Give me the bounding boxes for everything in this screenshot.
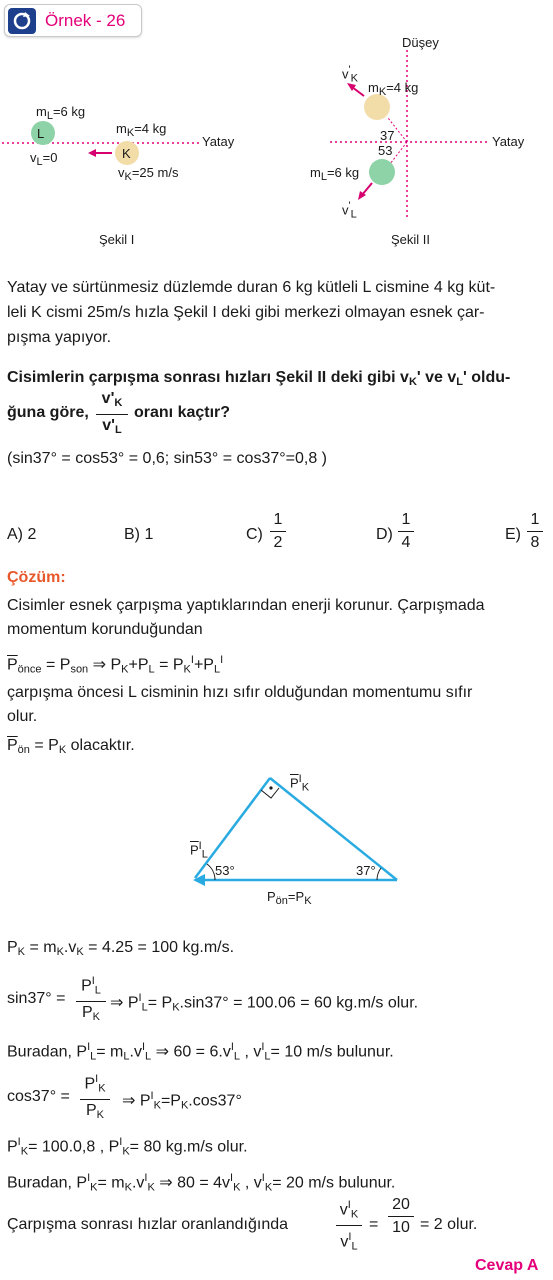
option-e-fraction: 1 8 (527, 511, 543, 552)
momentum-equality: $\overline{P}_{ön} = P_K$ olacaktır. (7, 737, 135, 756)
fig1-mL-label: $m_L=6$ kg (36, 104, 86, 122)
example-label: Örnek - 26 (45, 11, 126, 30)
question-line-2: leli K cismi 25m/s hızla Şekil I deki gibi merkezi olmayan esnek çar- (7, 304, 485, 321)
question-bold-line-1: Cisimlerin çarpışma sonrası hızları Şekil II deki gibi $v_K'$ ve $v_L'$ oldu- (7, 369, 511, 388)
fig2-vK-label: $v'_K$ (342, 64, 358, 85)
equation-4-fraction: $P^I_K$ $P_K$ (80, 1070, 110, 1124)
momentum-equation: $\overline{P}_{önce} = P_{son}$ ⇒ $P_K+P_L = P_K^I+P_L^I$ (7, 654, 224, 676)
fig2-caption: Şekil II (391, 232, 431, 247)
triangle-pk-label: $\overline{P}^I_K$ (290, 773, 310, 794)
question-bold-line-2a: ğuna göre, (7, 404, 89, 421)
refresh-icon (8, 8, 36, 34)
equation-7-result: = 2 olur. (420, 1216, 478, 1233)
option-c-fraction: 1 2 (270, 511, 286, 552)
example-badge (4, 4, 142, 37)
fig2-mK-label: $m_K=4$ kg (368, 80, 419, 98)
fig2-angle-37: 37 (380, 128, 395, 143)
question-bold-line-2b: oranı kaçtır? (134, 404, 231, 421)
equation-7-text: Çarpışma sonrası hızlar oranlandığında (7, 1216, 289, 1233)
option-b[interactable]: B) 1 (124, 526, 154, 543)
solution-title: Çözüm: (7, 569, 66, 586)
fig1-caption: Şekil I (99, 232, 135, 247)
question-line-3: pışma yapıyor. (7, 329, 112, 346)
fig2-angle-53: 53 (378, 143, 393, 158)
triangle-pl-label: $\overline{P}^I_L$ (190, 840, 208, 861)
option-e[interactable]: E) (505, 526, 521, 543)
option-c[interactable]: C) (246, 526, 263, 543)
equation-5: $P^I_K= 100.0,8$ , $P^I_K= 80$ kg.m/s olur. (7, 1136, 248, 1158)
question-ratio-fraction: $v'_K$ $v'_L$ (96, 390, 128, 439)
answer-label: Cevap A (475, 1257, 539, 1274)
solution-line-4: çarpışma öncesi L cisminin hızı sıfır olduğundan momentumu sıfır (7, 684, 473, 701)
question-line-1: Yatay ve sürtünmesiz düzlemde duran 6 kg kütleli L cismine 4 kg küt- (7, 279, 496, 296)
fig1-mK-label: $m_K=4$ kg (116, 121, 167, 139)
triangle-angle-53: 53° (215, 863, 235, 878)
equation-3: Buradan, $P^I_L= m_L.v^I_L$ ⇒ $60 = 6.v^I_L$ , $v^I_L= 10$ m/s bulunur. (7, 1041, 394, 1063)
equation-2-rhs: ⇒ $P^I_L= P_K.\sin 37^\circ = 100.06 = 60$ kg.m/s olur. (110, 992, 419, 1014)
option-d[interactable]: D) (376, 526, 393, 543)
equation-7-fraction-1: $v^I_K$ $v^I_L$ (336, 1196, 362, 1256)
fig2-dusey-label: Düşey (402, 35, 439, 50)
option-d-fraction: 1 4 (398, 511, 414, 552)
fig2-vL-label: $v'_L$ (342, 200, 357, 221)
equation-7-fraction-2: 20 10 (388, 1196, 414, 1237)
equation-1: $P_K = m_K.v_K = 4.25 = 100$ kg.m/s. (7, 939, 235, 958)
solution-line-2: momentum korunduğundan (7, 621, 203, 638)
trig-values: (sin37° = cos53° = 0,6; sin53° = cos37°=0,8 ) (7, 450, 328, 467)
triangle-angle-37: 37° (356, 863, 376, 878)
option-a[interactable]: A) 2 (7, 526, 37, 543)
fig1-K-letter: K (122, 146, 131, 161)
equation-4-lhs: cos37° = (7, 1088, 70, 1105)
triangle-base-label: $P_{ön}=P_K$ (267, 889, 312, 907)
fig2-yatay-label: Yatay (492, 134, 525, 149)
solution-line-5: olur. (7, 708, 38, 725)
equation-6: Buradan, $P^I_K= m_K.v^I_K$ ⇒ $80 = 4v^I_K$ , $v^I_K= 20$ m/s bulunur. (7, 1172, 396, 1194)
fig1-L-letter: L (37, 126, 45, 141)
fig2-mL-label: $m_L=6$ kg (310, 165, 360, 183)
equation-7-eq1: = (369, 1216, 379, 1233)
equation-2-lhs: sin37° = (7, 990, 66, 1007)
fig1-yatay-label: Yatay (202, 134, 235, 149)
equation-4-rhs: ⇒ $P^I_K=P_K.\cos 37^\circ$ (122, 1090, 242, 1112)
solution-line-1: Cisimler esnek çarpışma yaptıklarından enerji korunur. Çarpışmada (7, 597, 485, 614)
fig1-vL-label: $v_L=0$ (30, 150, 58, 168)
fig1-vK-label: $v_K=25$ m/s (118, 165, 179, 183)
equation-2-fraction: $P^I_L$ $P_K$ (76, 972, 106, 1026)
